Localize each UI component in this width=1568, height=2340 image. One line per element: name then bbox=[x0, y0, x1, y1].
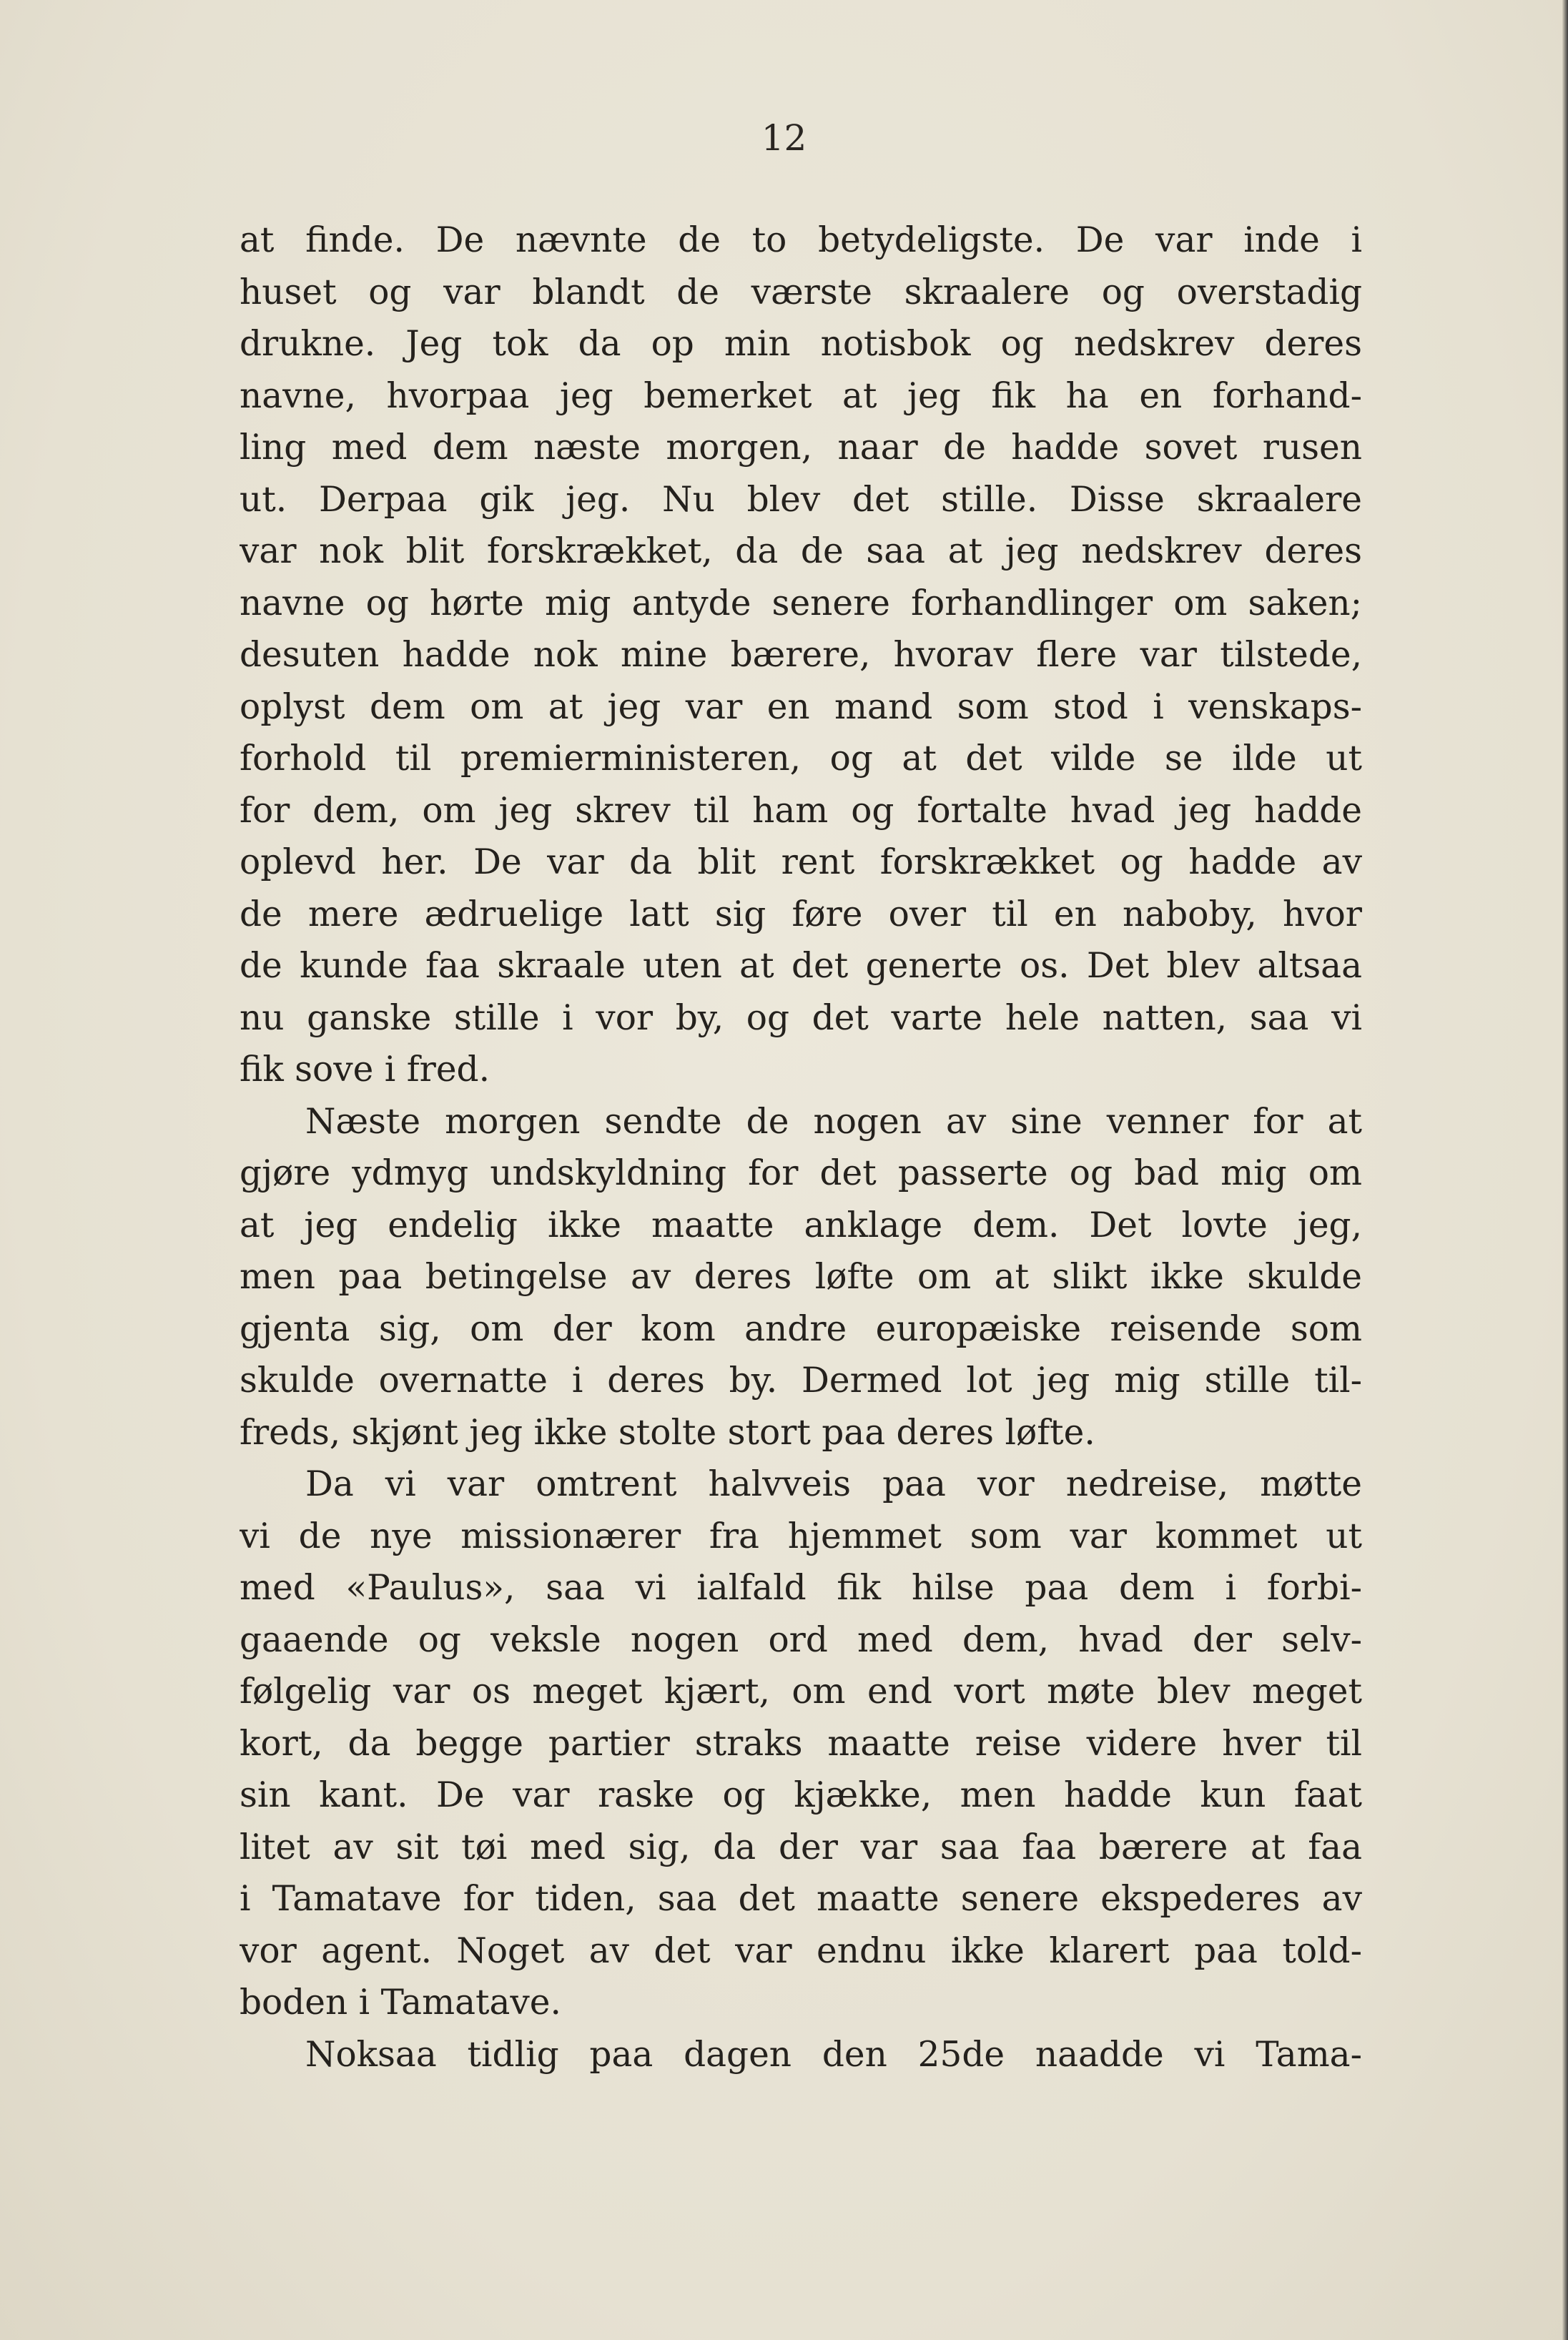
text-line: skulde overnatte i deres by. Dermed lot jeg mig stille til- bbox=[240, 1361, 1362, 1401]
text-line: de kunde faa skraale uten at det generte os. Det blev altsaa bbox=[240, 946, 1362, 986]
text-line: var nok blit forskrækket, da de saa at jeg nedskrev deres bbox=[240, 531, 1362, 571]
text-line: men paa betingelse av deres løfte om at slikt ikke skulde bbox=[240, 1257, 1362, 1297]
paragraph-first-line: Næste morgen sendte de nogen av sine venner for at bbox=[305, 1101, 1362, 1142]
text-line: boden i Tamatave. bbox=[240, 1983, 561, 2023]
text-line: at jeg endelig ikke maatte anklage dem. Det lovte jeg, bbox=[240, 1205, 1362, 1245]
paragraph-first-line: Da vi var omtrent halvveis paa vor nedreise, møtte bbox=[305, 1464, 1362, 1504]
text-line: litet av sit tøi med sig, da der var saa faa bærere at faa bbox=[240, 1827, 1362, 1867]
text-line: i Tamatave for tiden, saa det maatte senere ekspederes av bbox=[240, 1879, 1362, 1919]
text-line: vor agent. Noget av det var endnu ikke klarert paa told- bbox=[240, 1930, 1362, 1971]
text-line: nu ganske stille i vor by, og det varte hele natten, saa vi bbox=[240, 997, 1362, 1038]
text-line: kort, da begge partier straks maatte reise videre hver til bbox=[240, 1723, 1362, 1764]
text-line: følgelig var os meget kjært, om end vort møte blev meget bbox=[240, 1672, 1362, 1712]
text-line: for dem, om jeg skrev til ham og fortalte hvad jeg hadde bbox=[240, 790, 1362, 831]
text-line: navne og hørte mig antyde senere forhandlinger om saken; bbox=[240, 583, 1362, 623]
page-number: 12 bbox=[761, 117, 807, 159]
paragraph-first-line: Noksaa tidlig paa dagen den 25de naadde vi Tama- bbox=[305, 2034, 1362, 2075]
text-line: huset og var blandt de værste skraalere og overstadig bbox=[240, 272, 1362, 312]
text-line: gaaende og veksle nogen ord med dem, hvad der selv- bbox=[240, 1619, 1362, 1660]
text-line: med «Paulus», saa vi ialfald fik hilse paa dem i forbi- bbox=[240, 1568, 1362, 1608]
text-line: gjøre ydmyg undskyldning for det passerte og bad mig om bbox=[240, 1153, 1362, 1193]
text-line: navne, hvorpaa jeg bemerket at jeg fik ha en forhand- bbox=[240, 375, 1362, 416]
text-line: oplyst dem om at jeg var en mand som stod i venskaps- bbox=[240, 686, 1362, 727]
text-line: drukne. Jeg tok da op min notisbok og nedskrev deres bbox=[240, 324, 1362, 364]
text-line: fik sove i fred. bbox=[240, 1050, 490, 1090]
body-text bbox=[240, 214, 1362, 2080]
text-line: forhold til premierministeren, og at det vilde se ilde ut bbox=[240, 739, 1362, 779]
text-line: de mere ædruelige latt sig føre over til en naboby, hvor bbox=[240, 894, 1362, 934]
text-line: oplevd her. De var da blit rent forskrækket og hadde av bbox=[240, 842, 1362, 882]
text-line: vi de nye missionærer fra hjemmet som var kommet ut bbox=[240, 1516, 1362, 1556]
text-line: desuten hadde nok mine bærere, hvorav flere var tilstede, bbox=[240, 635, 1362, 675]
text-line: at finde. De nævnte de to betydeligste. De var inde i bbox=[240, 220, 1362, 260]
page-edge bbox=[1562, 0, 1568, 2340]
text-line: ling med dem næste morgen, naar de hadde sovet rusen bbox=[240, 428, 1362, 468]
text-line: gjenta sig, om der kom andre europæiske reisende som bbox=[240, 1308, 1362, 1349]
text-line: sin kant. De var raske og kjække, men hadde kun faat bbox=[240, 1775, 1362, 1815]
text-line: ut. Derpaa gik jeg. Nu blev det stille. Disse skraalere bbox=[240, 479, 1362, 520]
text-line: freds, skjønt jeg ikke stolte stort paa deres løfte. bbox=[240, 1412, 1095, 1453]
